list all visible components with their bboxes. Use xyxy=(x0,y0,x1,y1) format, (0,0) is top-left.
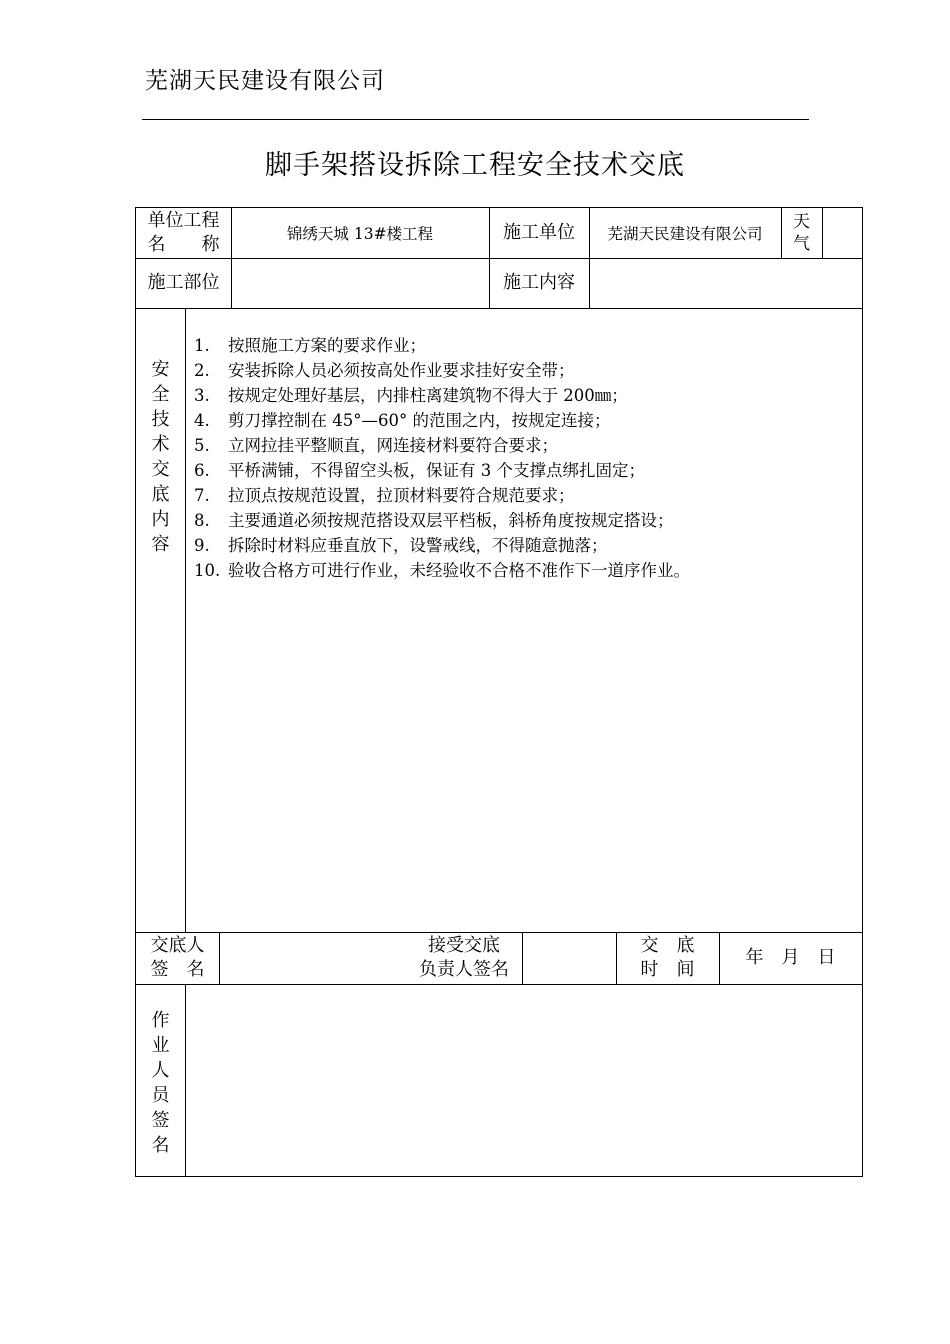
briefing-items-list xyxy=(194,333,854,583)
briefing-item xyxy=(194,458,854,483)
project-name-value: 锦绣天城 13#楼工程 xyxy=(286,225,434,243)
briefing-item xyxy=(194,558,854,583)
workers-label-char: 名 xyxy=(151,1135,170,1156)
workers-label-char: 签 xyxy=(151,1110,170,1131)
briefing-item xyxy=(194,533,854,558)
workers-signature-label xyxy=(136,1008,185,1158)
item-text: 验收合格方可进行作业，未经验收不合格不准作下一道序作业。 xyxy=(228,561,690,580)
briefer-signature-label xyxy=(136,932,219,984)
briefing-label-char: 底 xyxy=(151,484,170,505)
time-label-line2: 时 间 xyxy=(640,959,695,980)
item-number: 4. xyxy=(194,411,210,430)
construction-location-label: 施工部位 xyxy=(147,272,220,293)
briefing-label-char: 交 xyxy=(151,459,170,480)
receiver-label-line1: 接受交底 xyxy=(428,935,500,956)
workers-label-char: 人 xyxy=(151,1060,170,1081)
briefer-signature-field[interactable] xyxy=(219,932,406,984)
weather-value xyxy=(822,208,862,258)
item-text: 按照施工方案的要求作业； xyxy=(228,336,426,355)
briefing-label-char: 内 xyxy=(151,509,170,530)
receiver-label-line2: 负责人签名 xyxy=(419,959,509,980)
briefing-time-label xyxy=(616,932,719,984)
item-text: 平桥满铺，不得留空头板，保证有 3 个支撑点绑扎固定； xyxy=(228,461,645,480)
briefing-item xyxy=(194,383,854,408)
weather-label xyxy=(781,208,822,258)
briefing-item xyxy=(194,358,854,383)
briefing-label-char: 安 xyxy=(151,359,170,380)
briefing-date-field[interactable]: 年 月 日 xyxy=(745,947,836,968)
briefing-item xyxy=(194,408,854,433)
item-number: 7. xyxy=(194,486,210,505)
briefer-label-line1: 交底人 xyxy=(150,935,205,956)
item-number: 2. xyxy=(194,361,210,380)
briefing-item xyxy=(194,508,854,533)
workers-label-char: 员 xyxy=(151,1085,170,1106)
header-rule xyxy=(142,119,809,120)
company-header: 芜湖天民建设有限公司 xyxy=(145,68,385,94)
construction-content-label: 施工内容 xyxy=(503,272,575,293)
briefing-item xyxy=(194,483,854,508)
workers-signature-field[interactable] xyxy=(185,984,862,1176)
item-number: 1. xyxy=(194,336,210,355)
workers-label-char: 业 xyxy=(151,1035,170,1056)
briefing-item xyxy=(194,433,854,458)
item-number: 9. xyxy=(194,536,210,555)
briefing-item xyxy=(194,333,854,358)
contractor-value: 芜湖天民建设有限公司 xyxy=(607,225,763,243)
item-number: 5. xyxy=(194,436,210,455)
weather-label-char: 气 xyxy=(793,234,810,254)
item-number: 3. xyxy=(194,386,210,405)
column-divider xyxy=(185,308,186,932)
project-name-label-line1: 单位工程 xyxy=(147,210,220,231)
item-number: 8. xyxy=(194,511,210,530)
item-number: 10. xyxy=(194,561,221,580)
briefing-content-label xyxy=(136,357,185,557)
receiver-signature-field[interactable] xyxy=(522,932,616,984)
contractor-label: 施工单位 xyxy=(503,222,575,243)
item-text: 主要通道必须按规范搭设双层平档板，斜桥角度按规定搭设； xyxy=(228,511,674,530)
receiver-signature-label xyxy=(406,932,522,984)
project-name-label xyxy=(136,208,231,258)
item-text: 拉顶点按规范设置，拉顶材料要符合规范要求； xyxy=(228,486,575,505)
safety-briefing-form xyxy=(135,207,863,1177)
workers-label-char: 作 xyxy=(151,1010,170,1031)
item-text: 安装拆除人员必须按高处作业要求挂好安全带； xyxy=(228,361,575,380)
item-number: 6. xyxy=(194,461,210,480)
briefing-label-char: 技 xyxy=(151,409,170,430)
briefer-label-line2: 签 名 xyxy=(150,959,205,980)
construction-location-value xyxy=(231,258,489,308)
time-label-line1: 交 底 xyxy=(640,935,695,956)
briefing-label-char: 术 xyxy=(151,434,170,455)
item-text: 按规定处理好基层，内排柱离建筑物不得大于 200㎜； xyxy=(228,386,628,405)
document-title: 脚手架搭设拆除工程安全技术交底 xyxy=(265,150,685,181)
item-text: 剪刀撑控制在 45°—60° 的范围之内，按规定连接； xyxy=(228,411,611,430)
project-name-label-line2: 名 称 xyxy=(147,234,220,255)
construction-content-value xyxy=(589,258,862,308)
briefing-label-char: 全 xyxy=(151,384,170,405)
item-text: 拆除时材料应垂直放下，设警戒线，不得随意抛落； xyxy=(228,536,608,555)
briefing-label-char: 容 xyxy=(151,534,170,555)
row-divider xyxy=(136,308,862,309)
item-text: 立网拉挂平整顺直，网连接材料要符合要求； xyxy=(228,436,558,455)
weather-label-char: 天 xyxy=(793,212,810,232)
